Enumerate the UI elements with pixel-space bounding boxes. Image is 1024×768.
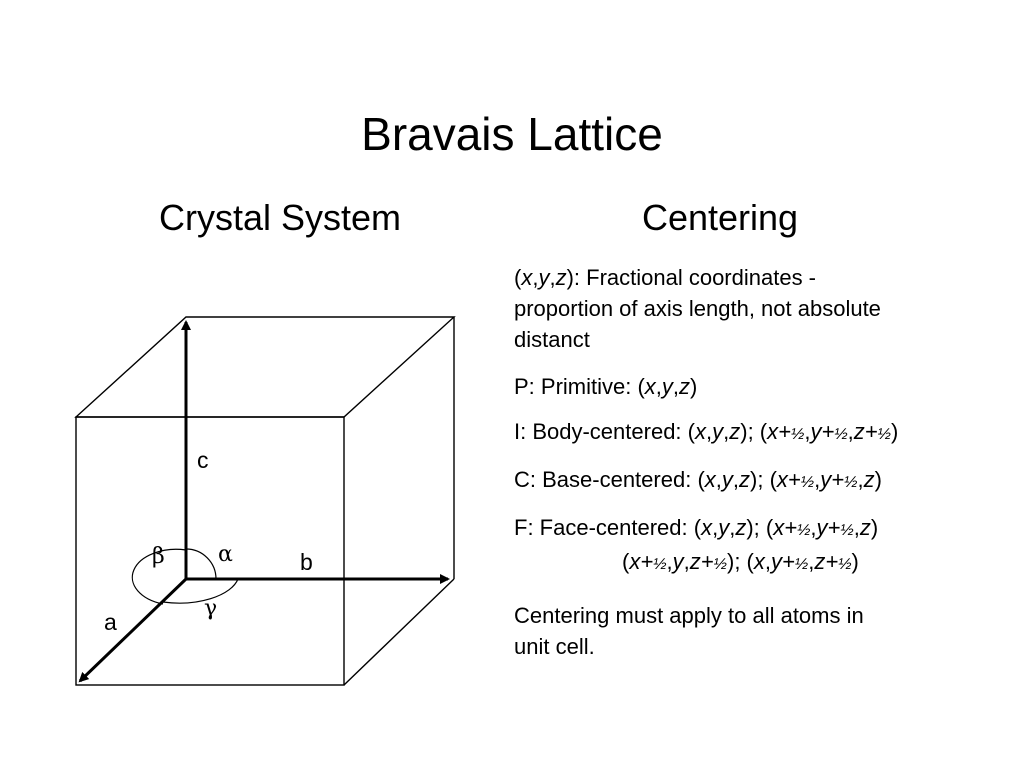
centering-heading: Centering: [641, 197, 799, 238]
alpha-angle-arc: [186, 549, 216, 579]
cube-edge: [344, 579, 454, 685]
a-axis-arrow: [80, 579, 186, 681]
primitive-line: P: Primitive: (x,y,z): [514, 374, 698, 399]
a-axis-label: a: [104, 609, 117, 635]
face-centered-continuation: (x+½,y,z+½); (x,y+½,z+½): [622, 549, 859, 574]
alpha-label: α: [218, 542, 233, 567]
centering-notes: [514, 262, 1004, 662]
b-axis-label: b: [300, 549, 313, 575]
base-centered-line: C: Base-centered: (x,y,z); (x+½,y+½,z): [514, 467, 882, 492]
cube-top-face: [76, 317, 454, 417]
face-centered-line: F: Face-centered: (x,y,z); (x+½,y+½,z) (x+½,y,z+½); (x,y+½,z+½): [514, 515, 879, 574]
crystal-system-heading: Crystal System: [158, 197, 402, 238]
body-centered-line: I: Body-centered: (x,y,z); (x+½,y+½,z+½): [514, 419, 899, 444]
c-axis-label: c: [197, 447, 209, 473]
beta-label: β: [152, 544, 165, 569]
centering-footer-note: Centering must apply to all atoms in unit cell.: [514, 603, 864, 659]
slide-title: Bravais Lattice: [361, 108, 663, 160]
fractional-coordinates-note: (x,y,z): Fractional coordinates - proportion of axis length, not absolute distanct: [514, 265, 881, 352]
gamma-label: γ: [204, 596, 218, 621]
